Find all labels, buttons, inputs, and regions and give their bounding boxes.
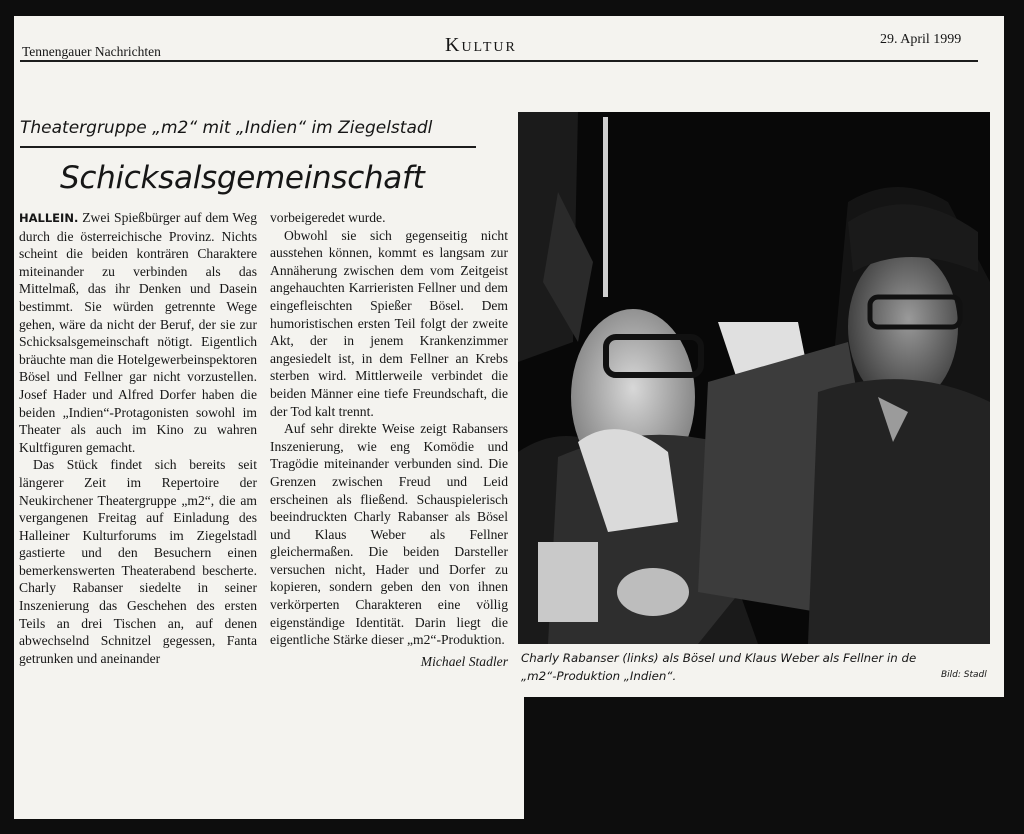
article-paragraph <box>19 209 257 456</box>
article-paragraph: Auf sehr direkte Weise zeigt Rabansers Inszenierung, wie eng Komödie und Tragödie miteinander verbunden sind. Die Grenzen zwischen Freud und Leid erscheinen als fließend. Schauspielerisch beeindruckten Charly Rabanser als Bösel und Klaus Weber als Fellner gleichermaßen. Die beiden Darsteller versuchen nicht, Hader und Dorfer zu kopieren, sondern geben den von ihnen verkörperten Charakteren eine völlig eigenständige Identität. Darin liegt die eigentliche Stärke dieser „m2“-Produktion. <box>270 421 508 648</box>
caption-line: „m2“-Produktion „Indien“. <box>521 669 677 683</box>
article-column-2 <box>270 209 508 670</box>
caption-line: Charly Rabanser (links) als Bösel und Klaus Weber als Fellner in de <box>521 651 917 665</box>
article-photo <box>518 112 990 644</box>
article-paragraph: Obwohl sie sich gegenseitig nicht ausstehen können, kommt es langsam zur Annäherung zwischen dem vom Zeitgeist angehauchten Karrieristen Fellner und dem eingefleischten Spießer Bösel. Dem humoristischen ersten Teil folgt der zweite Akt, der in jenem Krankenzimmer angesiedelt ist, in dem Fellner an Krebs sterben wird. Mittlerweile verbindet die beiden Männer eine tiefe Freundschaft, die der Tod kalt trennt. <box>270 227 508 419</box>
article-column-1 <box>19 209 257 667</box>
section-title: Kultur <box>445 34 517 56</box>
article-paragraph: vorbeigeredet wurde. <box>270 210 386 225</box>
kicker-rule <box>20 146 476 148</box>
article-headline: Schicksalsgemeinschaft <box>60 160 425 196</box>
article-paragraph: Das Stück findet sich bereits seit längerer Zeit im Repertoire der Neukirchener Theatergruppe „m2“, die am vergangenen Freitag auf Einladung des Halleiner Kulturforums im Ziegelstadl gastierte und den Besuchern einen bemerkenswerten Theaterabend bescherte. Charly Rabanser siedelte in seiner Inszenierung das Geschehen des ersten Teils an drei Tischen an, auf denen abwechselnd Schnitzel gegessen, Fanta getrunken und aneinander <box>19 457 257 666</box>
masthead-rule <box>20 60 978 62</box>
issue-date: 29. April 1999 <box>880 32 962 47</box>
paragraph-text: Zwei Spießbürger auf dem Weg durch die österreichische Provinz. Nichts scheint die beiden konträren Charaktere miteinander zu verbinden als das Mittelmaß, das ihr Denken und Dasein bestimmt. Sie würden getrennte Wege gehen, wäre da nicht der Beruf, der sie zur Schicksalsgemeinschaft nötigt. Eigentlich bräuchte man die Hotelgewerbeinspektoren Bösel und Fellner gar nicht vorzustellen. Josef Hader und Alfred Dorfer haben die beiden „Indien“-Protagonisten sowohl im Theater als auch im Kino zu wahren Kultfiguren gemacht. <box>19 210 258 455</box>
newspaper-name: Tennengauer Nachrichten <box>22 44 161 59</box>
article-kicker: Theatergruppe „m2“ mit „Indien“ im Ziegelstadl <box>20 118 433 138</box>
photo-caption <box>521 649 1001 685</box>
dateline: HALLEIN. <box>19 211 79 225</box>
photo-credit: Bild: Stadl <box>941 670 987 680</box>
article-author: Michael Stadler <box>420 653 508 669</box>
